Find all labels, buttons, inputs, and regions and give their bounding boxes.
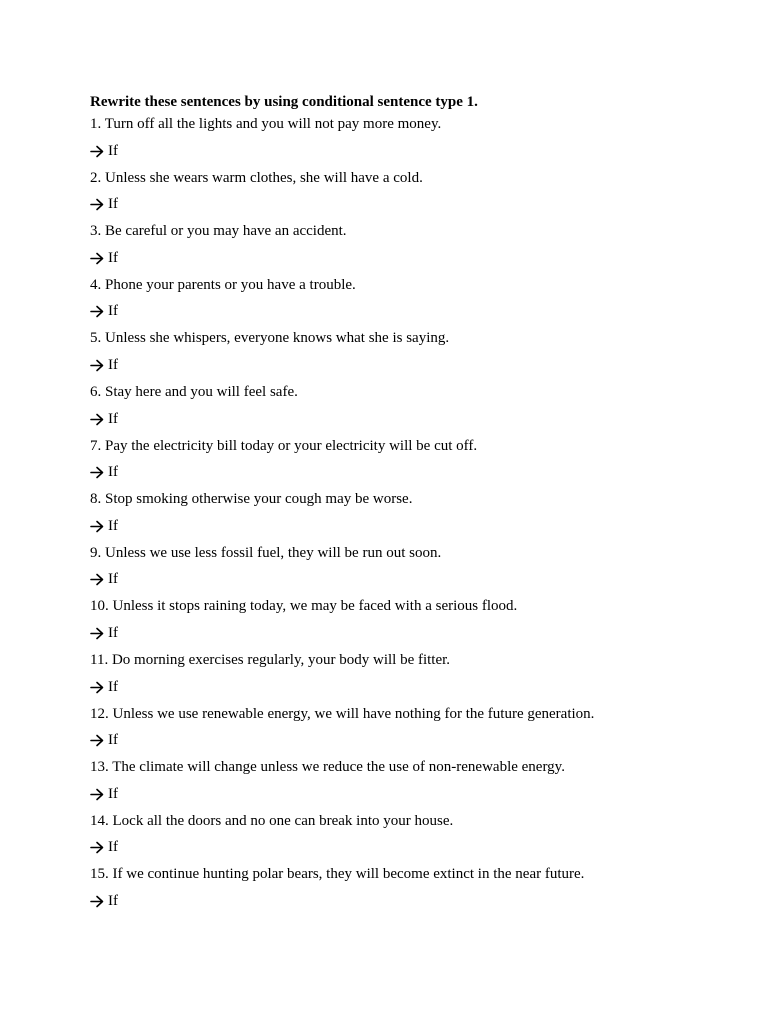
answer-line [90,141,730,168]
list-item [90,811,730,865]
question-text: 1. Turn off all the lights and you will not pay more money. [90,116,442,132]
answer-line [90,516,730,543]
answer-prefix: If [108,678,118,695]
answer-line [90,784,730,811]
right-arrow-icon [90,248,108,268]
list-item [90,221,730,275]
answer-prefix: If [108,571,118,588]
question-text: 12. Unless we use renewable energy, we will have nothing for the future generation. [90,705,595,722]
answer-prefix: If [108,356,118,373]
answer-line [90,569,730,596]
right-arrow-icon [90,677,108,697]
list-item [90,328,730,382]
question-text: 9. Unless we use less fossil fuel, they will be run out soon. [90,544,442,561]
list-item [90,168,730,222]
answer-prefix: If [108,142,118,159]
right-arrow-icon [90,194,108,214]
question-text: 7. Pay the electricity bill today or your electricity will be cut off. [90,437,478,454]
answer-prefix: If [108,303,118,320]
list-item [90,489,730,543]
answer-line [90,623,730,650]
list-item [90,382,730,436]
answer-line [90,730,730,757]
answer-prefix: If [108,892,118,909]
right-arrow-icon [90,891,108,911]
list-item [90,757,730,811]
list-item [90,114,730,168]
question-text: 2. Unless she wears warm clothes, she will have a cold. [90,169,423,186]
question-text: 11. Do morning exercises regularly, your body will be fitter. [90,651,451,668]
answer-prefix: If [108,624,118,641]
list-item [90,650,730,704]
question-text: 6. Stay here and you will feel safe. [90,383,298,400]
list-item [90,436,730,490]
question-text: 10. Unless it stops raining today, we may be faced with a serious flood. [90,598,518,615]
question-text: 5. Unless she whispers, everyone knows what she is saying. [90,330,450,347]
answer-line [90,677,730,704]
question-list [90,114,730,918]
right-arrow-icon [90,301,108,321]
answer-line [90,355,730,382]
answer-line [90,194,730,221]
answer-prefix: If [108,410,118,427]
question-text: 4. Phone your parents or you have a trouble. [90,276,356,293]
answer-prefix: If [108,249,118,266]
right-arrow-icon [90,730,108,750]
answer-prefix: If [108,732,118,749]
right-arrow-icon [90,837,108,857]
question-text: 3. Be careful or you may have an accident. [90,223,347,240]
list-item [90,543,730,597]
right-arrow-icon [90,569,108,589]
right-arrow-icon [90,462,108,482]
right-arrow-icon [90,623,108,643]
list-item [90,596,730,650]
answer-line [90,462,730,489]
answer-line [90,891,730,918]
list-item [90,704,730,758]
answer-line [90,301,730,328]
right-arrow-icon [90,141,108,161]
right-arrow-icon [90,409,108,429]
question-text: 14. Lock all the doors and no one can break into your house. [90,812,454,829]
answer-line [90,837,730,864]
worksheet [90,92,730,918]
answer-prefix: If [108,517,118,534]
answer-prefix: If [108,196,118,213]
list-item [90,275,730,329]
answer-prefix: If [108,785,118,802]
question-text: 13. The climate will change unless we reduce the use of non-renewable energy. [90,759,565,776]
worksheet-title: Rewrite these sentences by using conditional sentence type 1. [90,94,478,110]
right-arrow-icon [90,516,108,536]
question-text: 15. If we continue hunting polar bears, they will become extinct in the near future. [90,866,585,883]
answer-line [90,409,730,436]
answer-prefix: If [108,464,118,481]
answer-prefix: If [108,839,118,856]
answer-line [90,248,730,275]
right-arrow-icon [90,355,108,375]
list-item [90,864,730,918]
question-text: 8. Stop smoking otherwise your cough may be worse. [90,491,413,508]
right-arrow-icon [90,784,108,804]
